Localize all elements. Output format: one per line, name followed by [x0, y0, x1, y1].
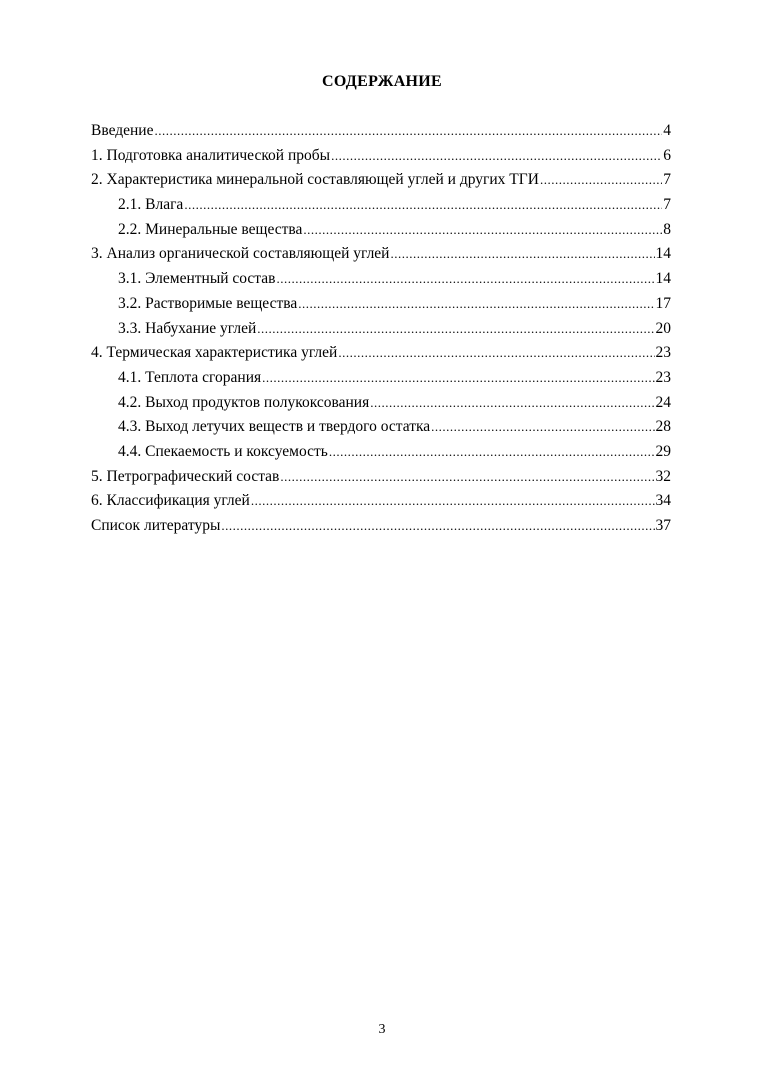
toc-entry-page: 7: [663, 196, 671, 214]
toc-leader-dots: [251, 493, 655, 509]
toc-entry-page: 6: [663, 146, 671, 164]
toc-entry-label: 2.1. Влага: [118, 196, 184, 214]
toc-entry-label: 2.2. Минеральные вещества: [118, 220, 303, 238]
toc-entry-label: 3.2. Растворимые вещества: [118, 294, 298, 312]
toc-entry-page: 23: [655, 344, 671, 362]
toc-entry-page: 14: [655, 270, 671, 288]
toc-entry-label: Введение: [91, 122, 154, 139]
toc-entry[interactable]: [91, 468, 671, 493]
toc-entry-page: 32: [655, 467, 671, 485]
toc-leader-dots: [303, 222, 662, 238]
toc-entry[interactable]: [91, 418, 671, 443]
toc-leader-dots: [431, 419, 654, 435]
toc-entry-page: 34: [655, 492, 671, 510]
toc-entry-page: 23: [655, 368, 671, 386]
toc-leader-dots: [184, 197, 662, 213]
toc-entry-page: 8: [663, 220, 671, 238]
toc-leader-dots: [257, 321, 654, 337]
toc-entry[interactable]: [91, 245, 671, 270]
toc-leader-dots: [329, 444, 655, 460]
page-title: СОДЕРЖАНИЕ: [321, 73, 443, 90]
toc-entry[interactable]: [91, 122, 671, 147]
toc-entry[interactable]: [91, 492, 671, 517]
toc-entry-page: 20: [655, 319, 671, 337]
toc-entry[interactable]: [91, 394, 671, 419]
toc-entry[interactable]: [91, 171, 671, 196]
toc-entry-label: 4.2. Выход продуктов полукоксования: [118, 393, 370, 411]
toc-entry-label: 2. Характеристика минеральной составляющей углей и других ТГИ: [91, 171, 539, 189]
toc-entry-page: 37: [655, 517, 671, 534]
toc-entry-label: 4.3. Выход летучих веществ и твердого остатка: [118, 418, 431, 436]
toc-entry-label: 6. Классификация углей: [91, 492, 250, 510]
toc-entry-label: Список литературы: [91, 517, 221, 534]
toc-entry-label: 5. Петрографический состав: [91, 467, 280, 485]
toc-entry-label: 3.1. Элементный состав: [118, 270, 276, 288]
toc-entry[interactable]: [91, 270, 671, 295]
toc-leader-dots: [370, 395, 654, 411]
toc-entry-label: 4.1. Теплота сгорания: [118, 368, 262, 386]
toc-leader-dots: [154, 123, 662, 139]
toc-leader-dots: [276, 271, 654, 287]
toc-entry-page: 24: [655, 393, 671, 411]
toc-entry-label: 1. Подготовка аналитической пробы: [91, 146, 331, 164]
toc-entry[interactable]: [91, 221, 671, 246]
toc-entry-label: 3.3. Набухание углей: [118, 319, 257, 337]
toc-entry[interactable]: [91, 295, 671, 320]
toc-entry[interactable]: [91, 147, 671, 172]
toc-entry-page: 7: [663, 171, 671, 189]
toc-entry[interactable]: [91, 443, 671, 468]
toc-entry-label: 3. Анализ органической составляющей углей: [91, 245, 390, 263]
toc-entry-page: 29: [655, 442, 671, 460]
toc-leader-dots: [331, 148, 662, 164]
table-of-contents: [91, 122, 671, 542]
toc-entry[interactable]: [91, 369, 671, 394]
toc-leader-dots: [338, 345, 654, 361]
toc-leader-dots: [390, 246, 654, 262]
toc-leader-dots: [298, 296, 654, 312]
toc-leader-dots: [540, 172, 662, 188]
toc-entry[interactable]: [91, 344, 671, 369]
toc-entry-page: 14: [655, 245, 671, 263]
toc-entry-label: 4. Термическая характеристика углей: [91, 344, 338, 362]
toc-entry-page: 4: [663, 122, 671, 139]
toc-entry-label: 4.4. Спекаемость и коксуемость: [118, 442, 328, 460]
toc-leader-dots: [221, 518, 654, 534]
page-number: 3: [378, 1022, 386, 1037]
toc-entry[interactable]: [91, 196, 671, 221]
toc-entry-page: 28: [655, 418, 671, 436]
toc-leader-dots: [280, 469, 654, 485]
toc-leader-dots: [262, 370, 654, 386]
toc-entry[interactable]: [91, 517, 671, 542]
toc-entry-page: 17: [655, 294, 671, 312]
toc-entry[interactable]: [91, 320, 671, 345]
